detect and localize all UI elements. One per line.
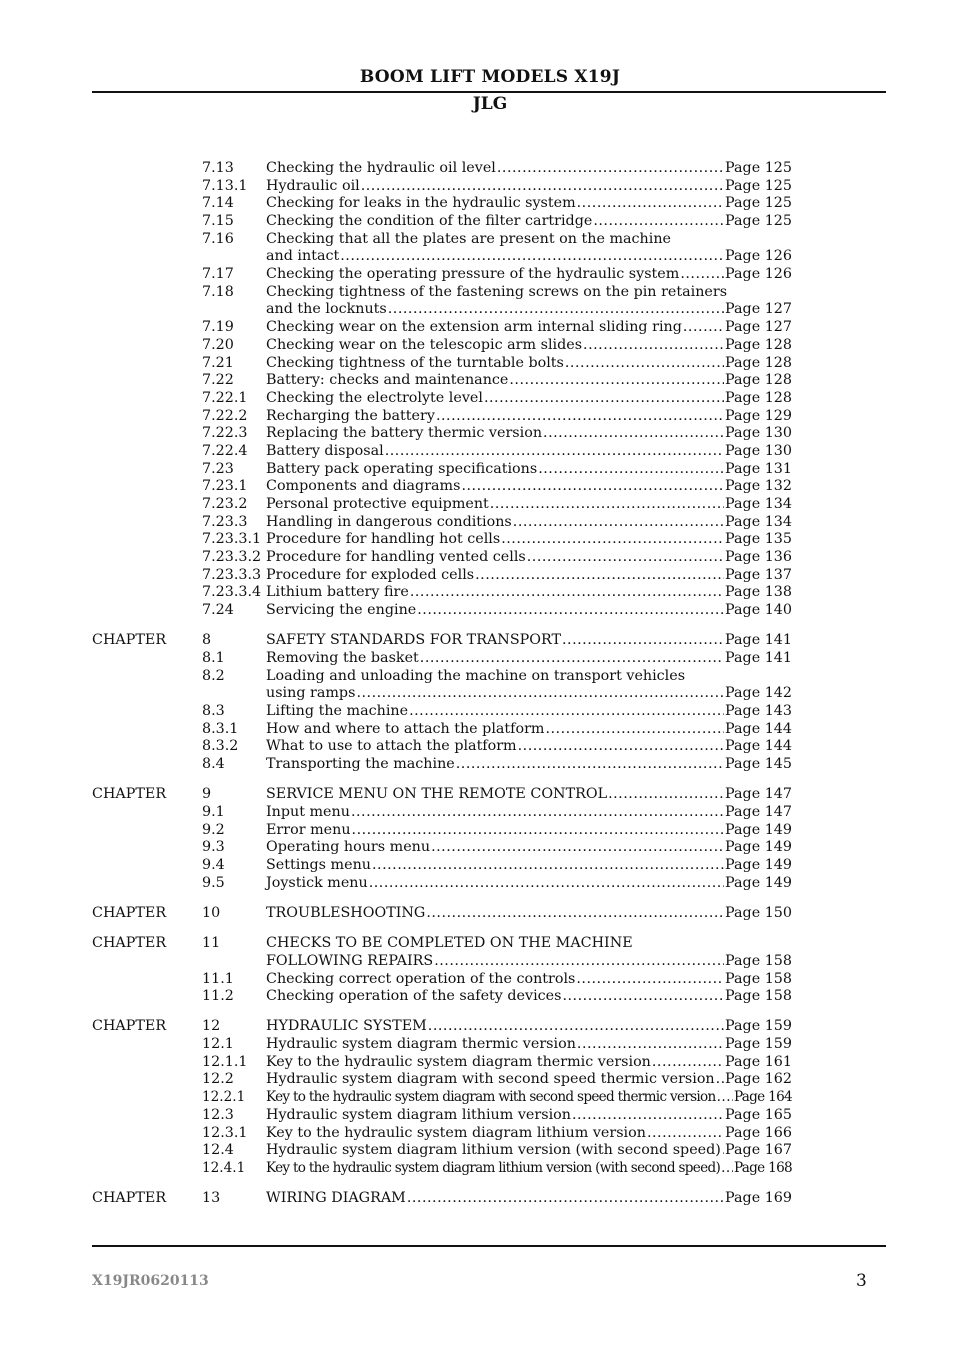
section-title: Checking the condition of the filter cartridge [266, 213, 593, 230]
section-number: 8 [202, 632, 212, 649]
header-rule [92, 91, 886, 93]
section-number: 9.2 [202, 821, 225, 838]
document-code: X19JR0620113 [92, 1273, 209, 1289]
toc-entry[interactable] [92, 857, 792, 875]
toc-entry[interactable] [92, 721, 792, 739]
section-number: 7.23.2 [202, 496, 248, 513]
leader-dots [426, 905, 724, 923]
section-title: CHECKS TO BE COMPLETED ON THE MACHINE [266, 935, 633, 952]
leader-dots [369, 875, 724, 893]
section-gap [92, 893, 792, 906]
section-number: 7.23.3.3 [202, 566, 262, 583]
toc-chapter-row[interactable] [92, 1190, 792, 1208]
section-number: 13 [202, 1190, 221, 1207]
page-reference: Page 165 [725, 1106, 792, 1123]
section-title: Replacing the battery thermic version [266, 425, 543, 442]
page-reference: Page 142 [725, 685, 792, 702]
leader-dots [456, 756, 724, 774]
page-reference: Page 127 [725, 301, 792, 318]
page-reference: Page 134 [725, 513, 792, 530]
section-number: 9.3 [202, 839, 225, 856]
section-number: 9.1 [202, 804, 225, 821]
page-reference: Page 127 [725, 319, 792, 336]
toc-entry[interactable] [92, 160, 792, 178]
page-header-title: BOOM LIFT MODELS X19J [359, 67, 621, 87]
leader-dots [352, 822, 725, 840]
toc-entry[interactable] [92, 425, 792, 443]
page-reference: Page 158 [725, 988, 792, 1005]
leader-dots [356, 685, 724, 703]
page-reference: Page 130 [725, 425, 792, 442]
page-reference: Page 147 [725, 804, 792, 821]
leader-dots [501, 531, 724, 549]
page-reference: Page 131 [725, 460, 792, 477]
toc-entry-continuation[interactable] [92, 685, 792, 703]
section-gap [92, 923, 792, 936]
toc-entry[interactable] [92, 213, 792, 231]
section-number: 8.1 [202, 650, 225, 667]
section-title: Checking the hydraulic oil level [266, 159, 496, 176]
toc-entry[interactable] [92, 822, 792, 840]
toc-entry[interactable] [92, 739, 792, 757]
page-reference: Page 128 [725, 389, 792, 406]
section-number: 8.4 [202, 756, 225, 773]
section-number: 7.13 [202, 159, 234, 176]
section-title-continuation: and intact [266, 248, 340, 265]
toc-entry[interactable] [92, 875, 792, 893]
section-number: 7.18 [202, 283, 234, 300]
toc-chapter-row[interactable] [92, 1018, 792, 1036]
leader-dots [545, 721, 724, 739]
section-number: 7.24 [202, 602, 234, 619]
page-reference: Page 144 [725, 738, 792, 755]
page-reference: Page 138 [725, 584, 792, 601]
section-title: Key to the hydraulic system diagram with second speed thermic version [266, 1089, 716, 1106]
section-number: 11.1 [202, 970, 234, 987]
section-title: Hydraulic system diagram with second speed thermic version [266, 1071, 715, 1088]
page-reference: Page 134 [725, 496, 792, 513]
section-title: Lithium battery fire [266, 584, 409, 601]
section-number: 12.2.1 [202, 1089, 246, 1106]
section-number: 7.22.4 [202, 442, 248, 459]
toc-entry[interactable] [92, 988, 792, 1006]
page-reference: Page 167 [725, 1142, 792, 1159]
section-number: 7.16 [202, 230, 234, 247]
chapter-label: CHAPTER [92, 1018, 167, 1035]
toc-entry[interactable] [92, 668, 792, 686]
page-reference: Page 164 [733, 1089, 792, 1106]
page-reference: Page 143 [725, 703, 792, 720]
toc-entry[interactable] [92, 319, 792, 337]
section-title: Personal protective equipment [266, 496, 489, 513]
leader-dots [562, 988, 724, 1006]
page-reference: Page 141 [725, 632, 792, 649]
section-title: Procedure for handling vented cells [266, 549, 526, 566]
leader-dots [572, 1107, 724, 1125]
page-reference: Page 129 [725, 407, 792, 424]
leader-dots [420, 650, 724, 668]
section-number: 7.23.3.2 [202, 549, 262, 566]
section-title: Battery: checks and maintenance [266, 372, 509, 389]
leader-dots [340, 248, 724, 266]
leader-dots [513, 514, 724, 532]
section-title: Checking correct operation of the controls [266, 970, 576, 987]
section-title: SAFETY STANDARDS FOR TRANSPORT [266, 632, 561, 649]
section-number: 7.21 [202, 354, 234, 371]
section-number: 11.2 [202, 988, 234, 1005]
page-reference: Page 136 [725, 549, 792, 566]
toc-entry[interactable] [92, 461, 792, 479]
page-reference: Page 126 [725, 248, 792, 265]
section-number: 7.22.3 [202, 425, 248, 442]
section-number: 7.22.2 [202, 407, 248, 424]
section-number: 7.22.1 [202, 389, 248, 406]
toc-entry[interactable] [92, 703, 792, 721]
section-number: 7.23.1 [202, 478, 248, 495]
section-title: Error menu [266, 821, 351, 838]
toc-entry[interactable] [92, 355, 792, 373]
leader-dots [428, 1018, 724, 1036]
section-title: Key to the hydraulic system diagram thermic version [266, 1053, 651, 1070]
section-title: Checking the operating pressure of the hydraulic system [266, 266, 680, 283]
page-reference: Page 161 [725, 1053, 792, 1070]
leader-dots [683, 319, 724, 337]
section-number: 12.4.1 [202, 1159, 246, 1176]
page-header-subtitle: JLG [472, 94, 508, 114]
section-number: 7.15 [202, 213, 234, 230]
leader-dots [388, 301, 724, 319]
section-number: 8.3 [202, 703, 225, 720]
page-reference: Page 158 [725, 952, 792, 969]
leader-dots [527, 549, 724, 567]
section-number: 8.3.1 [202, 720, 239, 737]
section-title: Components and diagrams [266, 478, 461, 495]
leader-dots [717, 1089, 733, 1107]
toc-entry[interactable] [92, 266, 792, 284]
section-title: Procedure for handling hot cells [266, 531, 501, 548]
toc-entry[interactable] [92, 1142, 792, 1160]
chapter-label: CHAPTER [92, 935, 167, 952]
section-title: WIRING DIAGRAM [266, 1190, 406, 1207]
page-reference: Page 125 [725, 159, 792, 176]
chapter-label: CHAPTER [92, 904, 167, 921]
page-reference: Page 159 [725, 1018, 792, 1035]
toc-entry[interactable] [92, 178, 792, 196]
toc-entry[interactable] [92, 804, 792, 822]
leader-dots [497, 160, 724, 178]
section-title: Procedure for exploded cells [266, 566, 475, 583]
section-title: Hydraulic system diagram lithium version (with second speed) [266, 1142, 721, 1159]
toc-entry[interactable] [92, 478, 792, 496]
section-number: 12.3.1 [202, 1124, 248, 1141]
section-number: 8.2 [202, 667, 225, 684]
section-number: 7.23.3.4 [202, 584, 262, 601]
toc-entry[interactable] [92, 839, 792, 857]
leader-dots [361, 178, 724, 196]
section-gap [92, 1178, 792, 1191]
section-number: 8.3.2 [202, 738, 239, 755]
leader-dots [722, 1142, 724, 1160]
leader-dots [652, 1054, 724, 1072]
toc-entry[interactable] [92, 1107, 792, 1125]
section-title: Hydraulic system diagram lithium version [266, 1106, 571, 1123]
leader-dots [593, 213, 724, 231]
leader-dots [576, 971, 724, 989]
leader-dots [518, 738, 724, 756]
section-number: 12.1 [202, 1036, 234, 1053]
leader-dots [608, 786, 724, 804]
page-number: 3 [856, 1271, 867, 1291]
page-reference: Page 166 [725, 1124, 792, 1141]
page-reference: Page 158 [725, 970, 792, 987]
page-reference: Page 130 [725, 442, 792, 459]
leader-dots [577, 1036, 724, 1054]
toc-entry[interactable] [92, 231, 792, 249]
section-title: Hydraulic system diagram thermic version [266, 1036, 576, 1053]
leader-dots [538, 461, 724, 479]
page-reference: Page 128 [725, 372, 792, 389]
toc-entry-continuation[interactable] [92, 302, 792, 320]
toc-entry[interactable] [92, 1036, 792, 1054]
page-reference: Page 149 [725, 857, 792, 874]
leader-dots [436, 408, 724, 426]
page-reference: Page 162 [725, 1071, 792, 1088]
section-title: Handling in dangerous conditions [266, 513, 512, 530]
leader-dots [431, 839, 724, 857]
toc-chapter-row[interactable] [92, 905, 792, 923]
toc-chapter-row[interactable] [92, 632, 792, 650]
toc-entry-continuation[interactable] [92, 248, 792, 266]
leader-dots [410, 584, 724, 602]
section-title: Checking tightness of the fastening screws on the pin retainers [266, 283, 728, 300]
section-number: 12.3 [202, 1106, 234, 1123]
page-reference: Page 140 [725, 602, 792, 619]
section-title-continuation: using ramps [266, 685, 356, 702]
section-gap [92, 620, 792, 633]
toc-entry[interactable] [92, 585, 792, 603]
section-number: 7.13.1 [202, 177, 248, 194]
toc-entry[interactable] [92, 1125, 792, 1143]
toc-entry[interactable] [92, 756, 792, 774]
section-title: Loading and unloading the machine on transport vehicles [266, 667, 686, 684]
section-number: 12.4 [202, 1142, 234, 1159]
page-reference: Page 150 [725, 904, 792, 921]
section-title: SERVICE MENU ON THE REMOTE CONTROL [266, 786, 608, 803]
chapter-label: CHAPTER [92, 632, 167, 649]
leader-dots [583, 337, 724, 355]
toc-entry[interactable] [92, 408, 792, 426]
section-number: 7.23.3 [202, 513, 248, 530]
section-title: Checking for leaks in the hydraulic system [266, 195, 576, 212]
toc-entry[interactable] [92, 372, 792, 390]
section-title: Checking operation of the safety devices [266, 988, 562, 1005]
page-reference: Page 137 [725, 566, 792, 583]
page-reference: Page 144 [725, 720, 792, 737]
section-title: HYDRAULIC SYSTEM [266, 1018, 427, 1035]
section-gap [92, 774, 792, 787]
toc-entry[interactable] [92, 549, 792, 567]
section-number: 9.4 [202, 857, 225, 874]
section-title: Settings menu [266, 857, 371, 874]
page-reference: Page 132 [725, 478, 792, 495]
page-reference: Page 125 [725, 195, 792, 212]
section-number: 9.5 [202, 874, 225, 891]
section-title: Checking tightness of the turntable bolts [266, 354, 564, 371]
page-reference: Page 128 [725, 354, 792, 371]
toc-entry[interactable] [92, 390, 792, 408]
toc-entry[interactable] [92, 443, 792, 461]
section-number: 7.23.3.1 [202, 531, 262, 548]
leader-dots [475, 567, 724, 585]
page-reference: Page 125 [725, 213, 792, 230]
section-number: 7.22 [202, 372, 234, 389]
toc-entry[interactable] [92, 1072, 792, 1090]
page-reference: Page 135 [725, 531, 792, 548]
section-title: Joystick menu [266, 874, 368, 891]
toc-entry[interactable] [92, 195, 792, 213]
section-number: 7.17 [202, 266, 234, 283]
section-title-continuation: and the locknuts [266, 301, 387, 318]
section-number: 12.2 [202, 1071, 234, 1088]
section-gap [92, 1006, 792, 1019]
page-reference: Page 141 [725, 650, 792, 667]
leader-dots [509, 372, 724, 390]
chapter-label: CHAPTER [92, 1190, 167, 1207]
page-reference: Page 149 [725, 821, 792, 838]
leader-dots [407, 1190, 724, 1208]
leader-dots [417, 602, 724, 620]
toc-entry[interactable] [92, 1160, 792, 1178]
leader-dots [716, 1071, 724, 1089]
leader-dots [372, 857, 724, 875]
page-reference: Page 126 [725, 266, 792, 283]
leader-dots [461, 478, 724, 496]
toc-entry-continuation[interactable] [92, 953, 792, 971]
section-number: 9 [202, 786, 212, 803]
page-reference: Page 149 [725, 839, 792, 856]
page-reference: Page 145 [725, 756, 792, 773]
section-title: TROUBLESHOOTING [266, 904, 426, 921]
leader-dots [385, 443, 724, 461]
section-title: Servicing the engine [266, 602, 417, 619]
section-number: 7.23 [202, 460, 234, 477]
section-title: Lifting the machine [266, 703, 409, 720]
section-number: 12 [202, 1018, 221, 1035]
section-title: Operating hours menu [266, 839, 431, 856]
section-title: Checking the electrolyte level [266, 389, 483, 406]
toc-entry[interactable] [92, 971, 792, 989]
page-reference: Page 128 [725, 336, 792, 353]
section-number: 7.20 [202, 336, 234, 353]
page-reference: Page 168 [733, 1159, 792, 1176]
leader-dots [351, 804, 724, 822]
toc-entry[interactable] [92, 496, 792, 514]
leader-dots [647, 1125, 724, 1143]
section-title: Checking wear on the telescopic arm slides [266, 336, 583, 353]
section-number: 7.19 [202, 319, 234, 336]
chapter-label: CHAPTER [92, 786, 167, 803]
page-reference: Page 169 [725, 1190, 792, 1207]
section-title-continuation: FOLLOWING REPAIRS [266, 952, 434, 969]
table-of-contents [92, 160, 792, 1208]
section-title: Hydraulic oil [266, 177, 360, 194]
toc-entry[interactable] [92, 1054, 792, 1072]
leader-dots [577, 195, 724, 213]
section-title: Removing the basket [266, 650, 419, 667]
section-title: Checking wear on the extension arm internal sliding ring [266, 319, 682, 336]
page-reference: Page 125 [725, 177, 792, 194]
page-reference: Page 147 [725, 786, 792, 803]
section-title: Battery pack operating specifications [266, 460, 538, 477]
section-title: Checking that all the plates are present on the machine [266, 230, 671, 247]
section-title: What to use to attach the platform [266, 738, 517, 755]
page-reference: Page 159 [725, 1036, 792, 1053]
toc-entry[interactable] [92, 531, 792, 549]
toc-entry[interactable] [92, 650, 792, 668]
section-number: 7.14 [202, 195, 234, 212]
toc-chapter-row[interactable] [92, 786, 792, 804]
leader-dots [680, 266, 724, 284]
toc-entry[interactable] [92, 284, 792, 302]
section-title: Input menu [266, 804, 350, 821]
section-title: Key to the hydraulic system diagram lithium version [266, 1124, 646, 1141]
toc-entry[interactable] [92, 514, 792, 532]
leader-dots [434, 953, 724, 971]
section-number: 12.1.1 [202, 1053, 248, 1070]
page-reference: Page 149 [725, 874, 792, 891]
leader-dots [565, 355, 724, 373]
leader-dots [543, 425, 724, 443]
section-number: 10 [202, 904, 221, 921]
toc-entry[interactable] [92, 602, 792, 620]
section-title: How and where to attach the platform [266, 720, 545, 737]
toc-entry[interactable] [92, 337, 792, 355]
toc-entry[interactable] [92, 567, 792, 585]
leader-dots [484, 390, 724, 408]
footer-rule [92, 1245, 886, 1247]
section-title: Battery disposal [266, 442, 384, 459]
leader-dots [409, 703, 724, 721]
section-title: Recharging the battery [266, 407, 435, 424]
toc-entry[interactable] [92, 1089, 792, 1107]
section-number: 11 [202, 935, 221, 952]
section-title: Transporting the machine [266, 756, 455, 773]
leader-dots [562, 632, 724, 650]
toc-chapter-row[interactable] [92, 935, 792, 953]
leader-dots [490, 496, 724, 514]
leader-dots [721, 1160, 733, 1178]
section-title: Key to the hydraulic system diagram lithium version (with second speed) [266, 1159, 721, 1176]
